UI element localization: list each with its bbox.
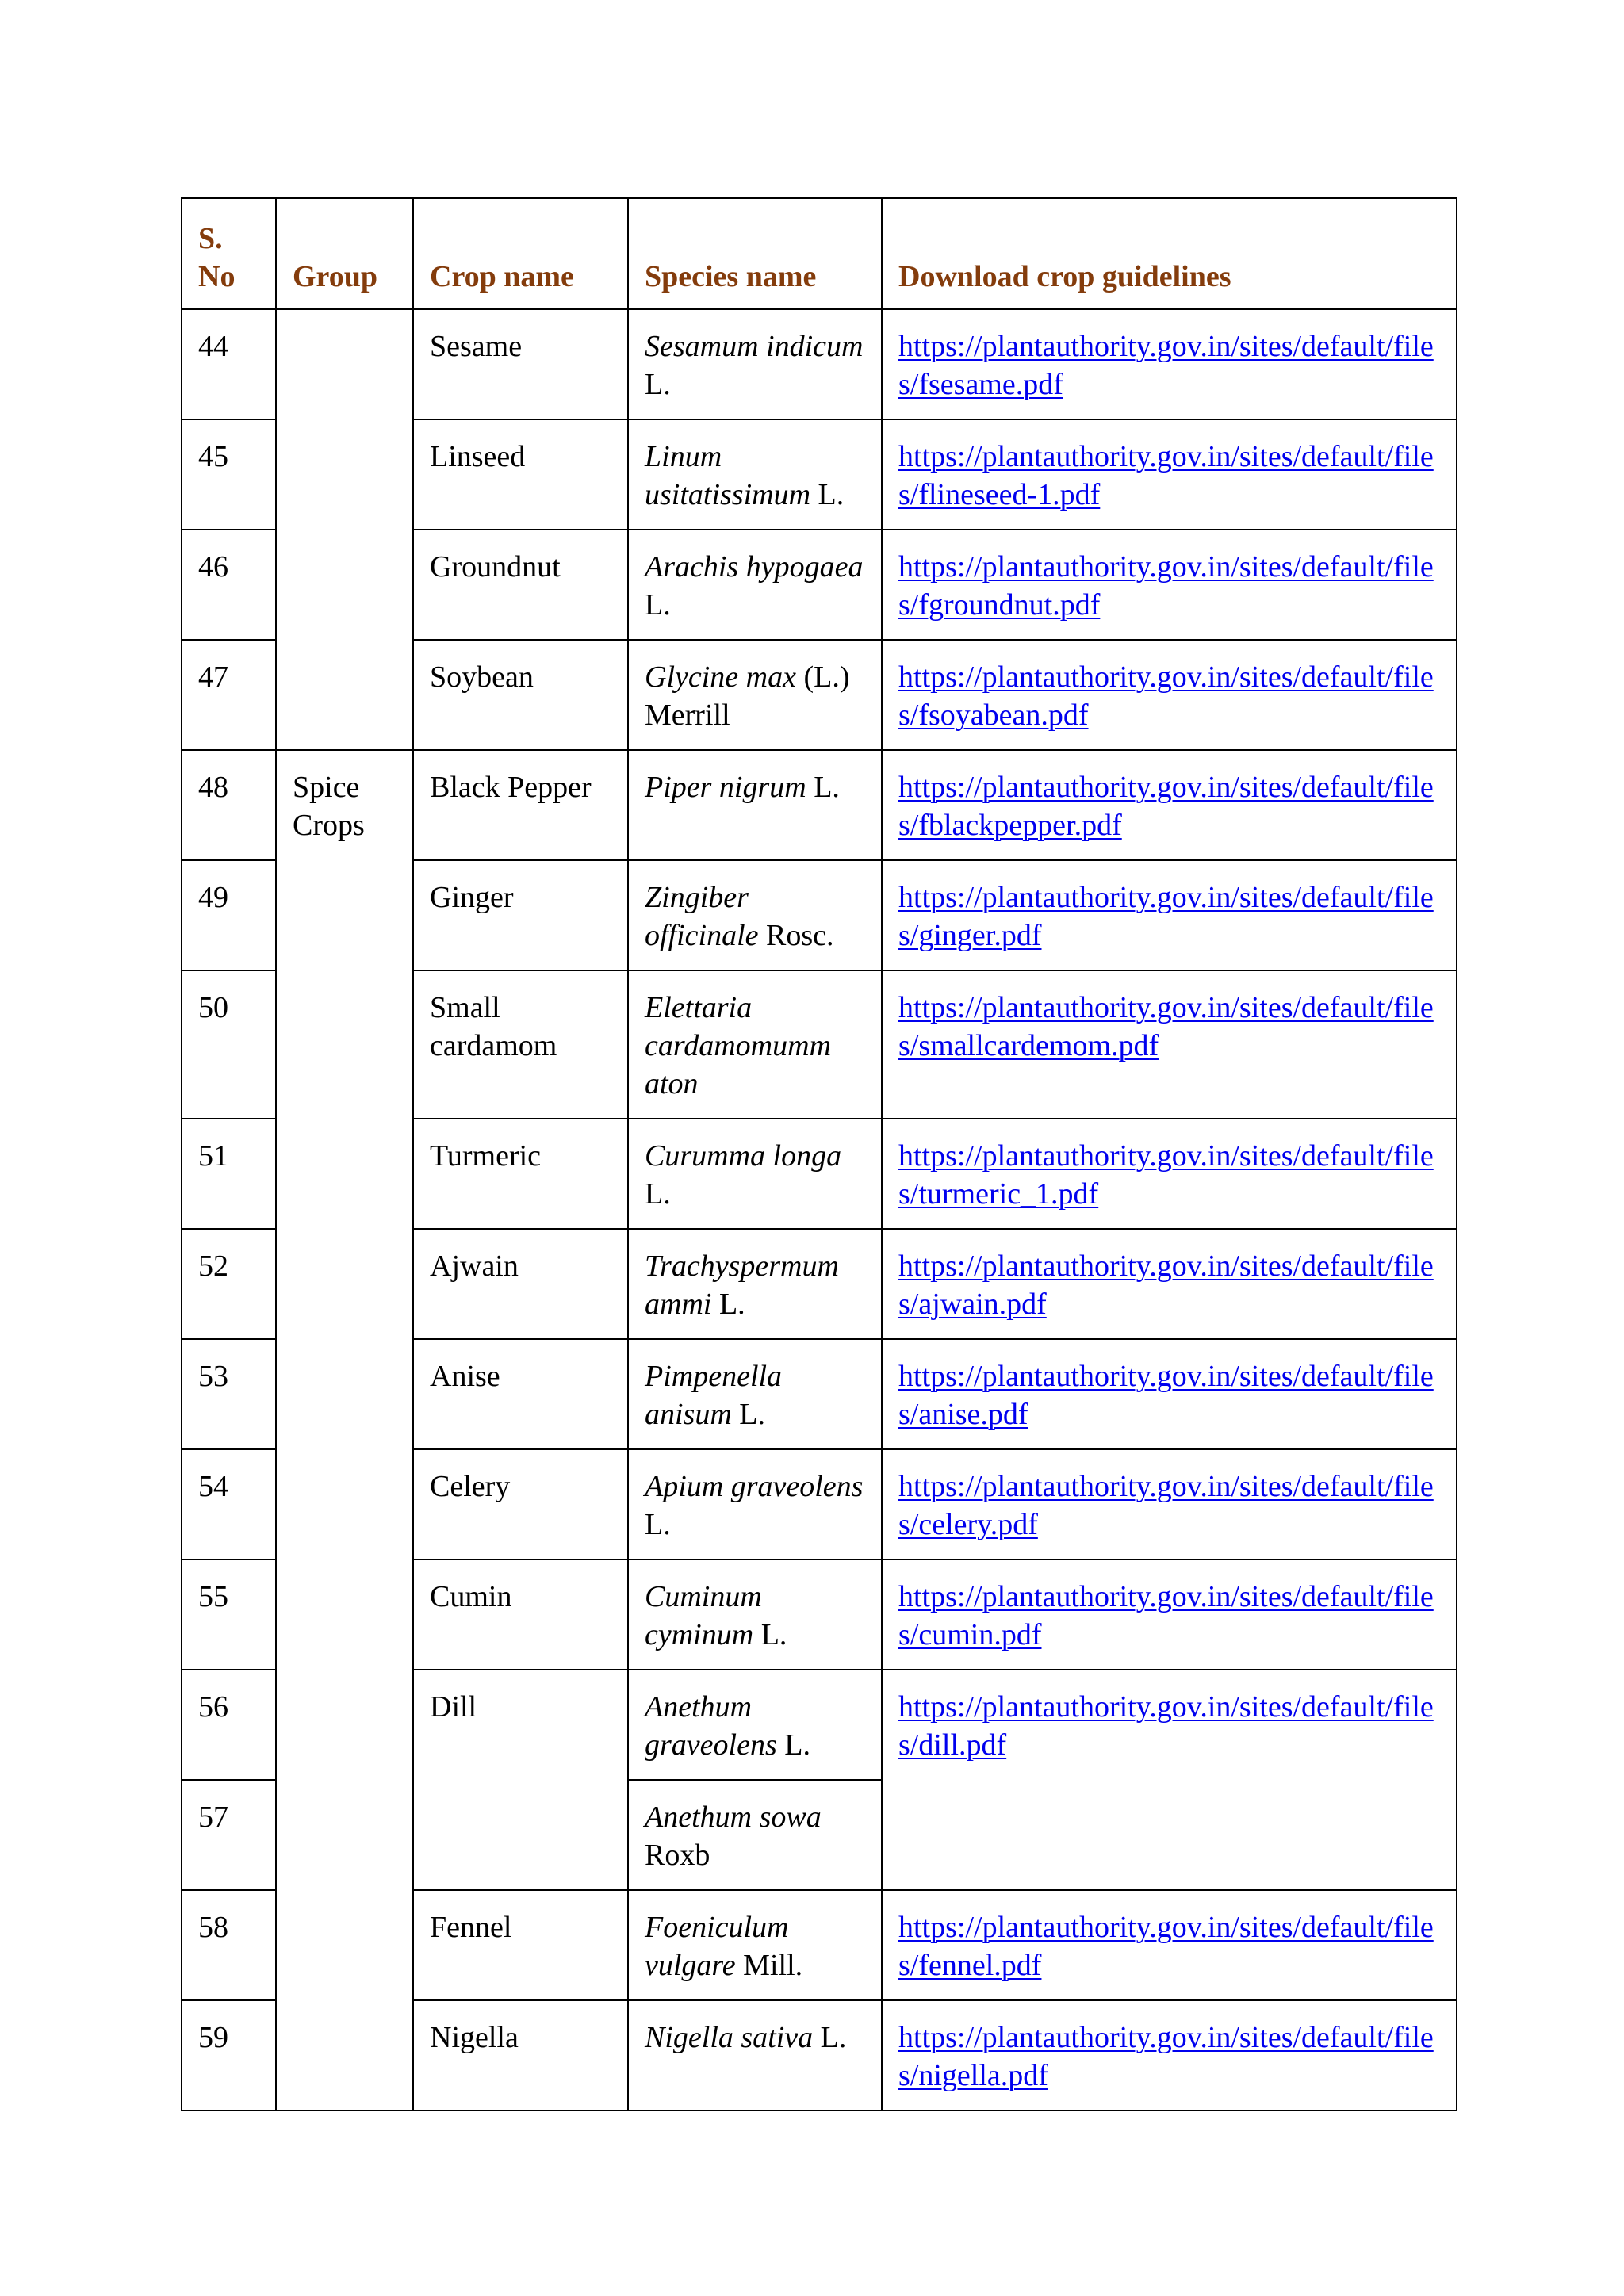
species-name-cell [628, 1449, 882, 1559]
crop-name-cell: Groundnut [413, 530, 628, 640]
species-name-cell [628, 640, 882, 750]
table-row [182, 750, 1457, 860]
sno-cell: 48 [182, 750, 276, 860]
header-crop-name: Crop name [413, 198, 628, 309]
group-cell-empty [276, 309, 413, 750]
species-binomial: Arachis hypogaea [645, 550, 864, 584]
sno-cell: 47 [182, 640, 276, 750]
crop-name-cell: Small cardamom [413, 970, 628, 1119]
species-binomial: Elettaria cardamomumm aton [645, 991, 832, 1100]
crop-name-cell: Anise [413, 1339, 628, 1449]
sno-cell: 57 [182, 1780, 276, 1890]
species-name-cell [628, 419, 882, 530]
download-cell [882, 309, 1457, 419]
crop-name-cell: Cumin [413, 1559, 628, 1670]
species-authority: L. [645, 368, 671, 401]
sno-cell: 45 [182, 419, 276, 530]
sno-cell: 44 [182, 309, 276, 419]
species-name-cell [628, 1559, 882, 1670]
species-authority: L. [784, 1728, 810, 1762]
crop-name-cell: Ajwain [413, 1229, 628, 1339]
guideline-link[interactable]: https://plantauthority.gov.in/sites/default/files/fgroundnut.pdf [898, 550, 1434, 622]
species-authority: L. [760, 1618, 787, 1651]
guideline-link[interactable]: https://plantauthority.gov.in/sites/default/files/nigella.pdf [898, 2021, 1434, 2092]
species-name-cell [628, 1670, 882, 1780]
sno-cell: 59 [182, 2000, 276, 2110]
sno-cell: 52 [182, 1229, 276, 1339]
species-binomial: Zingiber officinale [645, 881, 759, 952]
sno-cell: 54 [182, 1449, 276, 1559]
species-authority: L. [645, 1177, 671, 1211]
species-name-cell [628, 970, 882, 1119]
species-name-cell [628, 1890, 882, 2000]
guideline-link[interactable]: https://plantauthority.gov.in/sites/default/files/fblackpepper.pdf [898, 771, 1434, 842]
species-name-cell [628, 2000, 882, 2110]
species-binomial: Piper nigrum [645, 771, 806, 804]
species-binomial: Pimpenella anisum [645, 1360, 783, 1431]
download-cell [882, 530, 1457, 640]
sno-cell: 49 [182, 860, 276, 970]
species-name-cell [628, 1229, 882, 1339]
sno-cell: 51 [182, 1119, 276, 1229]
download-cell [882, 640, 1457, 750]
crop-guidelines-table [181, 197, 1457, 2111]
species-binomial: Sesamum indicum [645, 330, 864, 363]
download-cell [882, 1229, 1457, 1339]
crop-name-cell: Nigella [413, 2000, 628, 2110]
species-authority: Roxb [645, 1839, 710, 1872]
crop-name-cell: Turmeric [413, 1119, 628, 1229]
crop-name-cell: Linseed [413, 419, 628, 530]
crop-name-cell: Celery [413, 1449, 628, 1559]
species-authority: (L.) Merrill [645, 660, 850, 732]
species-authority: L. [814, 771, 840, 804]
guideline-link[interactable]: https://plantauthority.gov.in/sites/default/files/cumin.pdf [898, 1580, 1434, 1651]
sno-cell: 50 [182, 970, 276, 1119]
species-name-cell [628, 309, 882, 419]
guideline-link[interactable]: https://plantauthority.gov.in/sites/default/files/dill.pdf [898, 1690, 1434, 1762]
crop-name-cell: Fennel [413, 1890, 628, 2000]
guideline-link[interactable]: https://plantauthority.gov.in/sites/default/files/fsoyabean.pdf [898, 660, 1434, 732]
download-cell [882, 1670, 1457, 1890]
sno-cell: 58 [182, 1890, 276, 2000]
sno-cell: 53 [182, 1339, 276, 1449]
guideline-link[interactable]: https://plantauthority.gov.in/sites/default/files/anise.pdf [898, 1360, 1434, 1431]
guideline-link[interactable]: https://plantauthority.gov.in/sites/default/files/ajwain.pdf [898, 1249, 1434, 1321]
guideline-link[interactable]: https://plantauthority.gov.in/sites/default/files/fennel.pdf [898, 1911, 1434, 1982]
header-species-name: Species name [628, 198, 882, 309]
download-cell [882, 2000, 1457, 2110]
download-cell [882, 1559, 1457, 1670]
download-cell [882, 1339, 1457, 1449]
guideline-link[interactable]: https://plantauthority.gov.in/sites/default/files/ginger.pdf [898, 881, 1434, 952]
download-cell [882, 419, 1457, 530]
download-cell [882, 970, 1457, 1119]
species-authority: L. [739, 1398, 766, 1431]
species-name-cell [628, 1119, 882, 1229]
crop-name-cell: Dill [413, 1670, 628, 1890]
download-cell [882, 1119, 1457, 1229]
species-authority: L. [818, 478, 845, 511]
download-cell [882, 1449, 1457, 1559]
guideline-link[interactable]: https://plantauthority.gov.in/sites/default/files/flineseed-1.pdf [898, 440, 1434, 511]
species-binomial: Curumma longa [645, 1139, 842, 1173]
header-group: Group [276, 198, 413, 309]
species-binomial: Cuminum cyminum [645, 1580, 762, 1651]
table-row [182, 309, 1457, 419]
guideline-link[interactable]: https://plantauthority.gov.in/sites/default/files/turmeric_1.pdf [898, 1139, 1434, 1211]
species-authority: L. [645, 588, 671, 622]
species-authority: Mill. [743, 1949, 803, 1982]
group-cell-spice-crops: Spice Crops [276, 750, 413, 2110]
species-binomial: Anethum sowa [645, 1800, 822, 1834]
species-authority: L. [645, 1508, 671, 1541]
crop-name-cell: Ginger [413, 860, 628, 970]
crop-name-cell: Sesame [413, 309, 628, 419]
species-name-cell [628, 530, 882, 640]
table-header-row [182, 198, 1457, 309]
species-binomial: Nigella sativa [645, 2021, 814, 2054]
header-download: Download crop guidelines [882, 198, 1457, 309]
species-name-cell [628, 860, 882, 970]
guideline-link[interactable]: https://plantauthority.gov.in/sites/default/files/smallcardemom.pdf [898, 991, 1434, 1062]
header-sno: S. No [182, 198, 276, 309]
species-authority: L. [718, 1288, 745, 1321]
sno-cell: 56 [182, 1670, 276, 1780]
crop-name-cell: Black Pepper [413, 750, 628, 860]
download-cell [882, 860, 1457, 970]
species-name-cell [628, 1780, 882, 1890]
download-cell [882, 1890, 1457, 2000]
species-binomial: Glycine max [645, 660, 796, 694]
guideline-link[interactable]: https://plantauthority.gov.in/sites/default/files/fsesame.pdf [898, 330, 1434, 401]
species-authority: L. [820, 2021, 847, 2054]
species-binomial: Apium graveolens [645, 1470, 864, 1503]
download-cell [882, 750, 1457, 860]
species-binomial: Foeniculum vulgare [645, 1911, 789, 1982]
sno-cell: 46 [182, 530, 276, 640]
species-binomial: Anethum graveolens [645, 1690, 777, 1762]
sno-cell: 55 [182, 1559, 276, 1670]
crop-name-cell: Soybean [413, 640, 628, 750]
species-binomial: Trachyspermum ammi [645, 1249, 839, 1321]
guideline-link[interactable]: https://plantauthority.gov.in/sites/default/files/celery.pdf [898, 1470, 1434, 1541]
species-name-cell [628, 750, 882, 860]
species-binomial: Linum usitatissimum [645, 440, 811, 511]
species-name-cell [628, 1339, 882, 1449]
species-authority: Rosc. [766, 919, 834, 952]
